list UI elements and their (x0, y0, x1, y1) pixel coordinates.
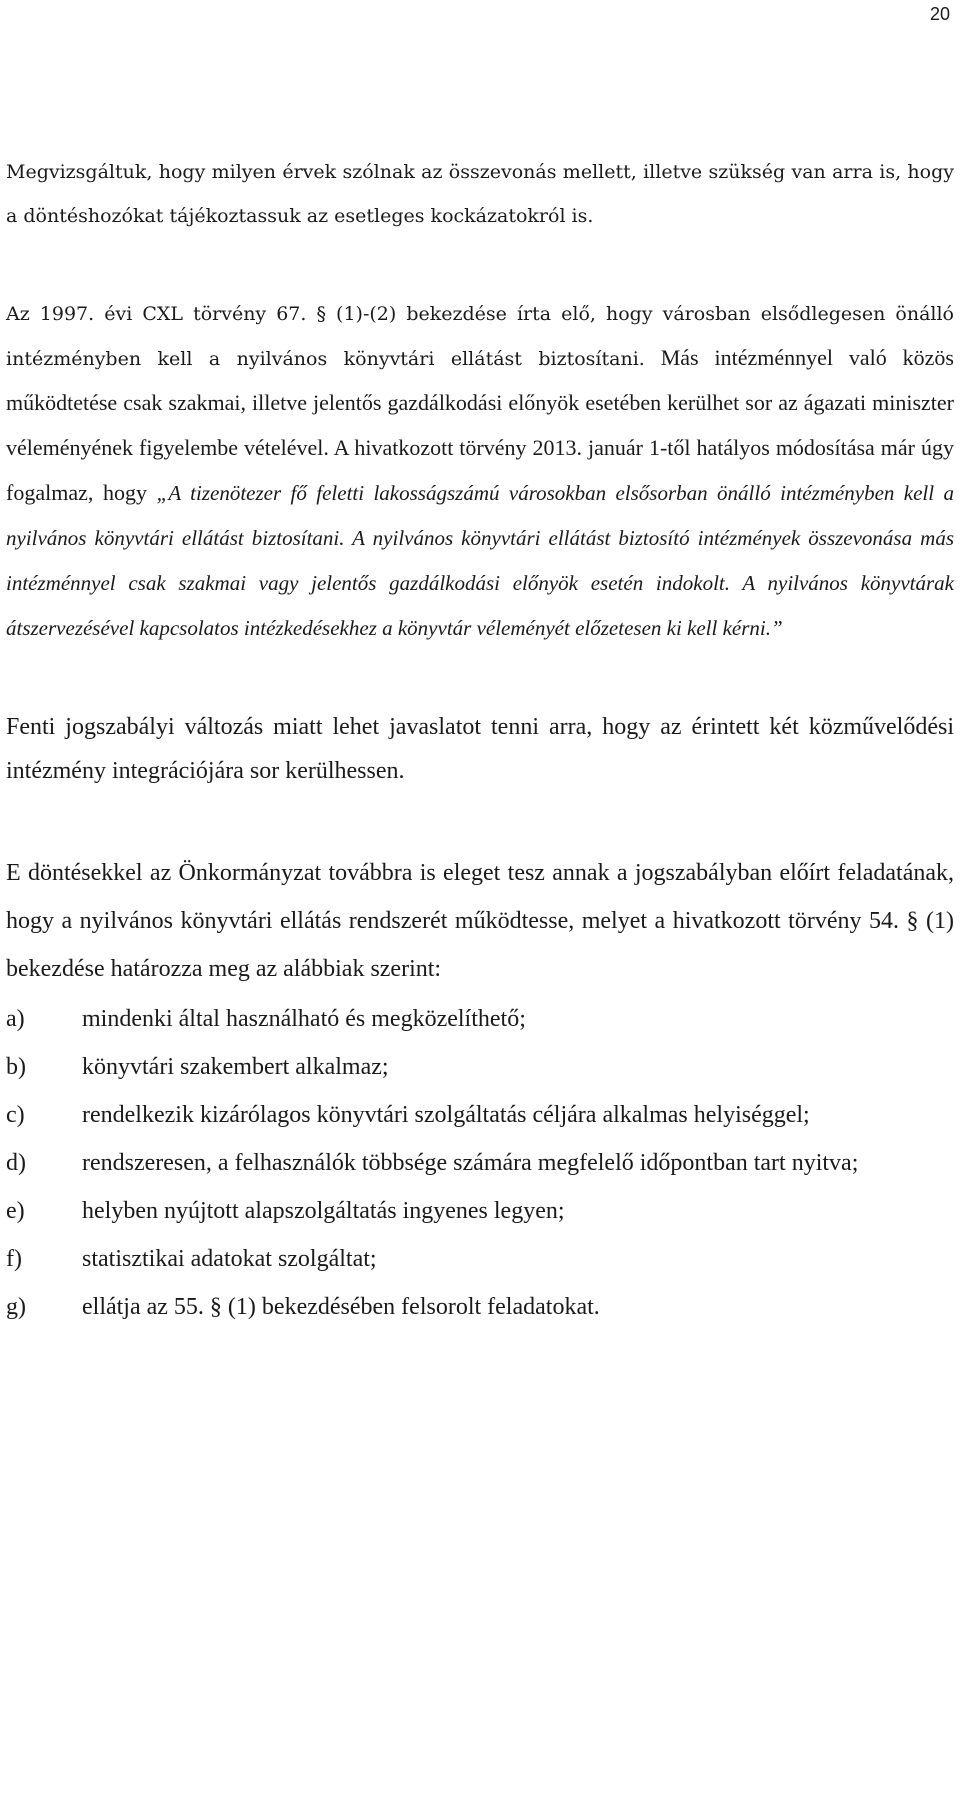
list-text: rendszeresen, a felhasználók többsége számára megfelelő időpontban tart nyitva; (82, 1150, 859, 1176)
list-text: helyben nyújtott alapszolgáltatás ingyenes legyen; (82, 1198, 565, 1224)
list-marker: e) (6, 1198, 25, 1224)
list-item (6, 1235, 954, 1283)
requirements-list (6, 995, 954, 1331)
list-item (6, 1091, 954, 1139)
list-text: rendelkezik kizárólagos könyvtári szolgáltatás céljára alkalmas helyiséggel; (82, 1102, 810, 1128)
document-body (6, 150, 954, 1331)
list-marker: f) (6, 1246, 22, 1272)
page-number: 20 (929, 4, 950, 24)
law-text-c: A hivatkozott törvény 2013. január 1-től hatályos módosítása már úgy fogalmaz, hogy (6, 435, 954, 505)
list-marker: a) (6, 1006, 25, 1032)
law-text-a: Az 1997. évi CXL törvény 67. § (1)-(2) bekezdése írta elő, hogy városban elsődlegesen önálló intézményben kell a nyilvános könyvtári ellátást biztosítani. (6, 303, 954, 370)
list-text: statisztikai adatokat szolgáltat; (82, 1246, 377, 1272)
law-text-b: Más intézménnyel való közös működtetése csak szakmai, illetve jelentős gazdálkodási előnyök esetében kerülhet sor az ágazati miniszter véleményének figyelembe vételével. (6, 345, 954, 460)
paragraph-obligation: E döntésekkel az Önkormányzat továbbra is eleget tesz annak a jogszabályban előírt feladatának, hogy a nyilvános könyvtári ellátás rendszerét működtesse, melyet a hivatkozott törvény 54. § (1) bekezdése határozza meg az alábbiak szerint: (6, 860, 954, 982)
list-item (6, 995, 954, 1043)
law-quote: „A tizenötezer fő feletti lakosságszámú városokban elsősorban önálló intézményben kell a nyilvános könyvtári ellátást biztosítani. A nyilvános könyvtári ellátást biztosító intézmények összevonása más intézménnyel csak szakmai vagy jelentős gazdálkodási előnyök esetén indokolt. A nyilvános könyvtárak átszervezésével kapcsolatos intézkedésekhez a könyvtár véleményét előzetesen ki kell kérni.” (6, 481, 954, 640)
list-marker: b) (6, 1054, 26, 1080)
paragraph-proposal: Fenti jogszabályi változás miatt lehet javaslatot tenni arra, hogy az érintett két közművelődési intézmény integrációjára sor kerülhessen. (6, 714, 954, 784)
list-item (6, 1283, 954, 1331)
list-item (6, 1187, 954, 1235)
list-marker: d) (6, 1150, 26, 1176)
list-text: mindenki által használható és megközelíthető; (82, 1006, 526, 1032)
list-marker: c) (6, 1102, 25, 1128)
list-marker: g) (6, 1294, 26, 1320)
list-text: könyvtári szakembert alkalmaz; (82, 1054, 389, 1080)
paragraph-intro: Megvizsgáltuk, hogy milyen érvek szólnak az összevonás mellett, illetve szükség van arra is, hogy a döntéshozókat tájékoztassuk az esetleges kockázatokról is. (6, 161, 954, 227)
list-item (6, 1043, 954, 1091)
list-text: ellátja az 55. § (1) bekezdésében felsorolt feladatokat. (82, 1294, 600, 1320)
paragraph-law-reference (6, 292, 954, 651)
list-item (6, 1139, 954, 1187)
